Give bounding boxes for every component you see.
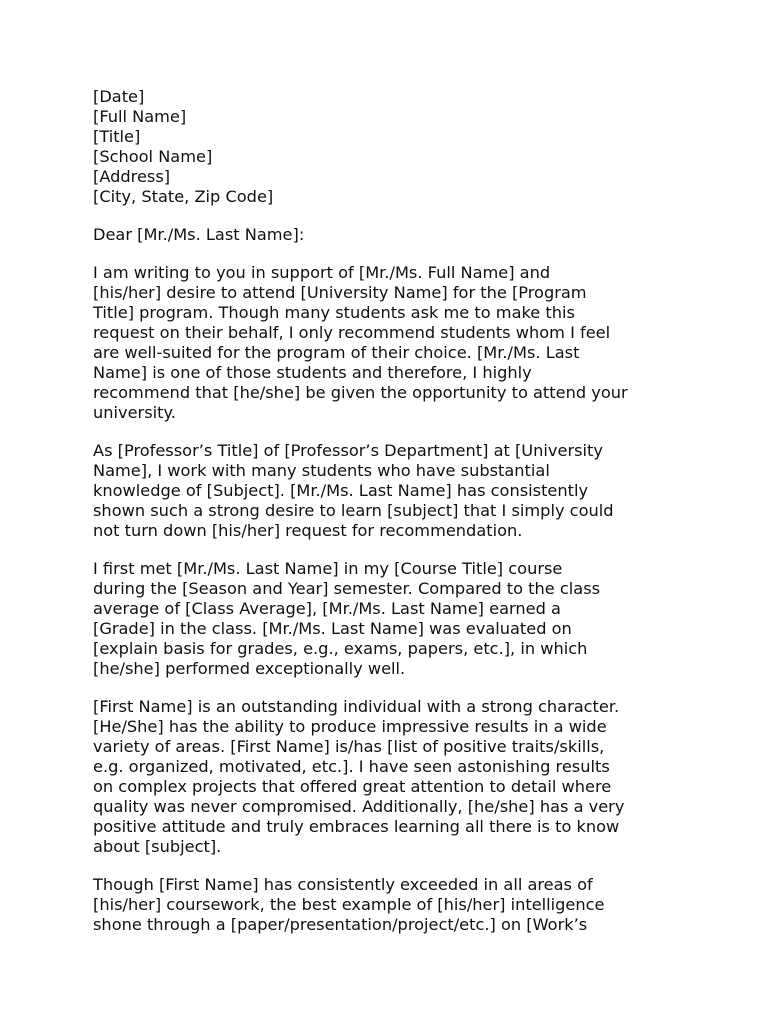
salutation: Dear [Mr./Ms. Last Name]: [93, 225, 305, 244]
paragraph-line: not turn down [his/her] request for recommendation. [93, 521, 523, 540]
paragraph-line: shone through a [paper/presentation/project/etc.] on [Work’s [93, 915, 588, 934]
paragraph-line: [He/She] has the ability to produce impressive results in a wide [93, 717, 607, 736]
paragraph-line: [he/she] performed exceptionally well. [93, 659, 406, 678]
paragraph-line: Though [First Name] has consistently exceeded in all areas of [93, 875, 593, 894]
recipient-full-name: [Full Name] [93, 107, 187, 126]
paragraph-line: [Grade] in the class. [Mr./Ms. Last Name] was evaluated on [93, 619, 572, 638]
paragraph-line: As [Professor’s Title] of [Professor’s Department] at [University [93, 441, 603, 460]
paragraph-line: about [subject]. [93, 837, 222, 856]
recipient-school-name: [School Name] [93, 147, 213, 166]
paragraph-line: positive attitude and truly embraces learning all there is to know [93, 817, 620, 836]
paragraph-character [93, 697, 693, 857]
recipient-title: [Title] [93, 127, 141, 146]
letter-body [93, 87, 693, 935]
paragraph-line: I first met [Mr./Ms. Last Name] in my [Course Title] course [93, 559, 563, 578]
date-line: [Date] [93, 87, 145, 106]
paragraph-line: Title] program. Though many students ask me to make this [93, 303, 575, 322]
paragraph-support-intro [93, 263, 693, 423]
paragraph-line: quality was never compromised. Additionally, [he/she] has a very [93, 797, 625, 816]
paragraph-line: Name], I work with many students who have substantial [93, 461, 550, 480]
paragraph-line: [his/her] desire to attend [University Name] for the [Program [93, 283, 587, 302]
paragraph-line: on complex projects that offered great attention to detail where [93, 777, 612, 796]
paragraph-line: university. [93, 403, 176, 422]
recipient-address-block [93, 87, 693, 207]
paragraph-line: shown such a strong desire to learn [subject] that I simply could [93, 501, 614, 520]
paragraph-line: request on their behalf, I only recommend students whom I feel [93, 323, 611, 342]
paragraph-line: are well-suited for the program of their choice. [Mr./Ms. Last [93, 343, 580, 362]
recipient-city-state-zip: [City, State, Zip Code] [93, 187, 274, 206]
paragraph-line: [explain basis for grades, e.g., exams, papers, etc.], in which [93, 639, 588, 658]
paragraph-line: knowledge of [Subject]. [Mr./Ms. Last Name] has consistently [93, 481, 589, 500]
paragraph-professor-role [93, 441, 693, 541]
paragraph-line: recommend that [he/she] be given the opportunity to attend your [93, 383, 628, 402]
paragraph-line: average of [Class Average], [Mr./Ms. Last Name] earned a [93, 599, 561, 618]
paragraph-line: [First Name] is an outstanding individual with a strong character. [93, 697, 620, 716]
recipient-address: [Address] [93, 167, 171, 186]
paragraph-coursework-example [93, 875, 693, 935]
paragraph-line: variety of areas. [First Name] is/has [list of positive traits/skills, [93, 737, 605, 756]
paragraph-line: e.g. organized, motivated, etc.]. I have seen astonishing results [93, 757, 610, 776]
paragraph-line: Name] is one of those students and therefore, I highly [93, 363, 532, 382]
paragraph-line: I am writing to you in support of [Mr./Ms. Full Name] and [93, 263, 551, 282]
paragraph-course-performance [93, 559, 693, 679]
paragraph-line: during the [Season and Year] semester. Compared to the class [93, 579, 601, 598]
paragraph-line: [his/her] coursework, the best example of [his/her] intelligence [93, 895, 605, 914]
